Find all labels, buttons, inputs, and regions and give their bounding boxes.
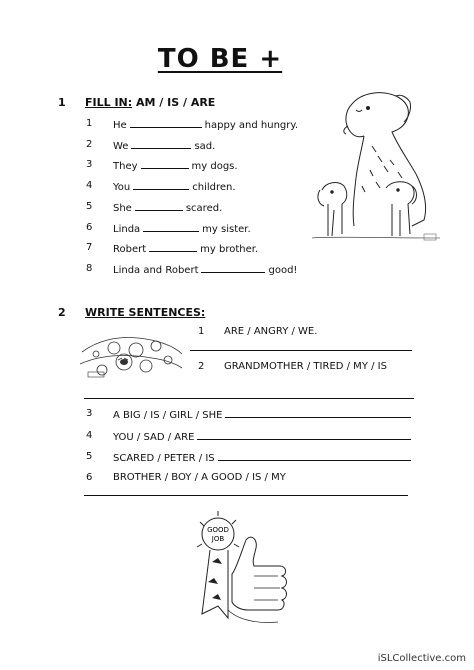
sentence-answer-line[interactable]: [218, 451, 411, 461]
fill-in-item: [113, 222, 251, 235]
fill-in-rest: happy and hungry.: [204, 120, 299, 131]
footer-credit: iSLCollective.com: [377, 653, 466, 664]
fill-in-blank[interactable]: [131, 139, 191, 149]
sentence-words: YOU / SAD / ARE: [113, 432, 195, 443]
sentence-answer-line[interactable]: [197, 430, 411, 440]
fill-in-rest: my brother.: [200, 244, 259, 256]
section-2-number: 2: [58, 306, 66, 319]
fill-in-rest: sad.: [194, 140, 216, 152]
sentence-answer-line[interactable]: [84, 398, 414, 399]
fill-in-blank[interactable]: [143, 222, 199, 232]
section-2-heading: WRITE SENTENCES:: [85, 306, 206, 319]
fill-in-item-number: 4: [86, 180, 93, 192]
fill-in-blank[interactable]: [201, 263, 265, 273]
fill-in-subject: She: [113, 202, 132, 214]
sentence-prompt: [113, 472, 286, 483]
fill-in-item: [113, 159, 238, 172]
fill-in-item: [113, 180, 236, 193]
page-title: TO BE +: [157, 44, 283, 74]
sentence-item-number: 5: [86, 451, 93, 462]
fill-in-rest: scared.: [185, 202, 223, 214]
sentence-answer-line[interactable]: [225, 408, 411, 418]
fill-in-rest: my sister.: [202, 223, 251, 235]
badge-text-job: JOB: [211, 535, 225, 543]
fill-in-item-number: 8: [86, 262, 93, 274]
fill-in-subject: Linda: [113, 223, 141, 235]
fill-in-item: [113, 263, 297, 276]
fill-in-subject: They: [113, 161, 138, 173]
fill-in-item-number: 5: [86, 200, 93, 212]
angry-birds-illustration: [78, 324, 184, 384]
fill-in-subject: You: [113, 182, 131, 194]
fill-in-item: [113, 201, 222, 214]
fill-in-blank[interactable]: [149, 242, 197, 252]
section-1-number: 1: [58, 96, 66, 109]
section-1-heading-options: AM / IS / ARE: [136, 96, 216, 109]
fill-in-item: [113, 139, 215, 152]
section-1-heading-label: FILL IN:: [85, 96, 133, 109]
fill-in-item-number: 7: [86, 242, 93, 254]
fill-in-blank[interactable]: [133, 180, 189, 190]
thumbs-up-good-job-illustration: [188, 510, 296, 630]
sentence-item-number: 4: [86, 430, 93, 441]
fill-in-blank[interactable]: [135, 201, 183, 211]
dogs-illustration: [312, 86, 440, 246]
fill-in-item-number: 6: [86, 221, 93, 233]
badge-text-good: GOOD: [207, 526, 229, 534]
fill-in-item-number: 2: [86, 138, 93, 150]
fill-in-blank[interactable]: [130, 118, 202, 128]
sentence-prompt: [224, 326, 317, 337]
fill-in-item-number: 1: [86, 118, 93, 129]
sentence-item-number: 3: [86, 408, 93, 419]
sentence-prompt: [113, 430, 414, 443]
fill-in-subject: We: [113, 140, 129, 152]
fill-in-rest: children.: [192, 182, 236, 194]
fill-in-rest: good!: [268, 264, 298, 276]
sentence-item-number: 2: [198, 361, 205, 372]
section-1-heading: [85, 96, 215, 109]
fill-in-subject: He: [113, 120, 127, 131]
sentence-answer-line[interactable]: [84, 495, 408, 496]
fill-in-subject: Linda and Robert: [113, 264, 199, 276]
fill-in-blank[interactable]: [141, 159, 189, 169]
sentence-prompt: [113, 451, 414, 464]
sentence-words: A BIG / IS / GIRL / SHE: [113, 410, 223, 421]
sentence-prompt: [113, 408, 414, 421]
sentence-answer-line[interactable]: [190, 350, 412, 351]
fill-in-item: [113, 118, 298, 131]
fill-in-rest: my dogs.: [191, 161, 238, 173]
sentence-words: SCARED / PETER / IS: [113, 453, 215, 464]
sentence-words: ARE / ANGRY / WE.: [224, 326, 318, 337]
sentence-words: BROTHER / BOY / A GOOD / IS / MY: [113, 472, 286, 483]
fill-in-item: [113, 242, 258, 255]
fill-in-subject: Robert: [113, 244, 147, 256]
sentence-item-number: 6: [86, 472, 93, 483]
fill-in-item-number: 3: [86, 159, 93, 171]
sentence-words: GRANDMOTHER / TIRED / MY / IS: [224, 361, 387, 372]
sentence-item-number: 1: [198, 326, 205, 337]
sentence-prompt: [224, 361, 387, 372]
